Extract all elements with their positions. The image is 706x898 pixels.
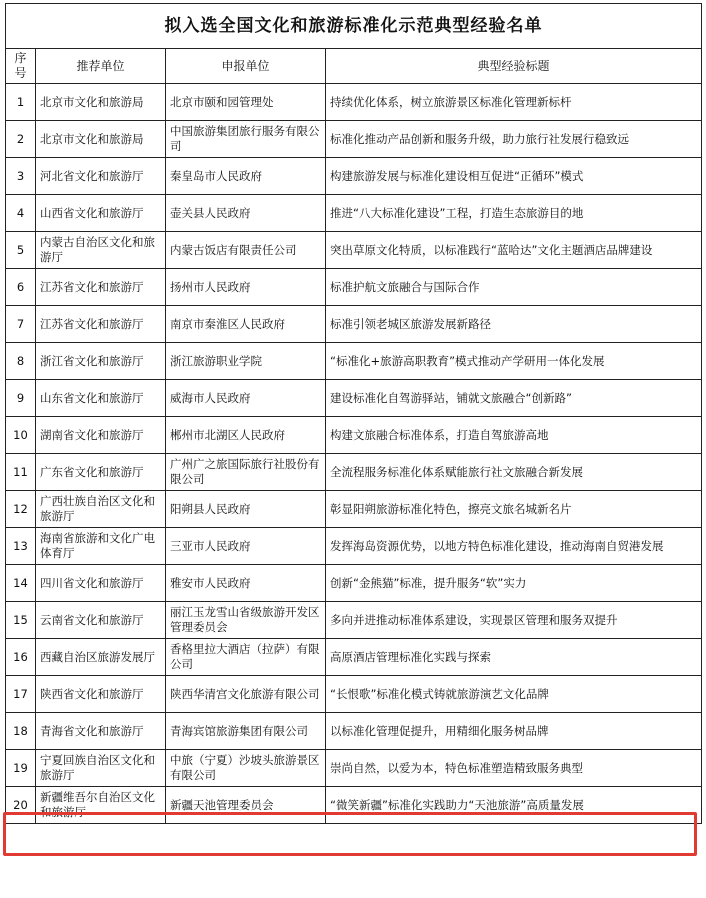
table-row	[6, 417, 702, 454]
cell-recommender: 云南省文化和旅游厅	[36, 602, 166, 639]
cell-seq: 7	[6, 306, 36, 343]
cell-seq: 11	[6, 454, 36, 491]
cell-applicant: 北京市颐和园管理处	[166, 84, 326, 121]
table-row	[6, 491, 702, 528]
cell-seq: 3	[6, 158, 36, 195]
cell-applicant: 三亚市人民政府	[166, 528, 326, 565]
cell-experience-title: 持续优化体系，树立旅游景区标准化管理新标杆	[326, 84, 702, 121]
cell-applicant: 中国旅游集团旅行服务有限公司	[166, 121, 326, 158]
cell-applicant: 新疆天池管理委员会	[166, 787, 326, 824]
cell-seq: 4	[6, 195, 36, 232]
cell-applicant: 扬州市人民政府	[166, 269, 326, 306]
cell-experience-title: 崇尚自然，以爱为本，特色标准塑造精致服务典型	[326, 750, 702, 787]
cell-seq: 2	[6, 121, 36, 158]
table-row	[6, 195, 702, 232]
cell-recommender: 北京市文化和旅游局	[36, 121, 166, 158]
cell-applicant: 广州广之旅国际旅行社股份有限公司	[166, 454, 326, 491]
cell-recommender: 广东省文化和旅游厅	[36, 454, 166, 491]
table-body	[6, 84, 702, 824]
table-row	[6, 565, 702, 602]
cell-recommender: 山东省文化和旅游厅	[36, 380, 166, 417]
cell-seq: 19	[6, 750, 36, 787]
cell-recommender: 西藏自治区旅游发展厅	[36, 639, 166, 676]
cell-applicant: 郴州市北湖区人民政府	[166, 417, 326, 454]
cell-experience-title: “标准化+旅游高职教育”模式推动产学研用一体化发展	[326, 343, 702, 380]
cell-seq: 13	[6, 528, 36, 565]
header-experience-title: 典型经验标题	[326, 49, 702, 84]
header-applicant: 申报单位	[166, 49, 326, 84]
exemplar-list-table	[5, 3, 702, 824]
cell-seq: 5	[6, 232, 36, 269]
cell-recommender: 江苏省文化和旅游厅	[36, 269, 166, 306]
cell-recommender: 江苏省文化和旅游厅	[36, 306, 166, 343]
cell-recommender: 新疆维吾尔自治区文化和旅游厅	[36, 787, 166, 824]
cell-experience-title: 建设标准化自驾游驿站，铺就文旅融合“创新路”	[326, 380, 702, 417]
cell-applicant: 壶关县人民政府	[166, 195, 326, 232]
cell-applicant: 丽江玉龙雪山省级旅游开发区管理委员会	[166, 602, 326, 639]
cell-seq: 10	[6, 417, 36, 454]
table-row	[6, 639, 702, 676]
table-row	[6, 232, 702, 269]
cell-seq: 17	[6, 676, 36, 713]
table-row	[6, 84, 702, 121]
cell-seq: 20	[6, 787, 36, 824]
cell-seq: 18	[6, 713, 36, 750]
cell-experience-title: 高原酒店管理标准化实践与探索	[326, 639, 702, 676]
cell-experience-title: 突出草原文化特质，以标准践行“蓝哈达”文化主题酒店品牌建设	[326, 232, 702, 269]
cell-experience-title: 构建文旅融合标准体系，打造自驾旅游高地	[326, 417, 702, 454]
cell-recommender: 浙江省文化和旅游厅	[36, 343, 166, 380]
cell-recommender: 内蒙古自治区文化和旅游厅	[36, 232, 166, 269]
cell-experience-title: 多向并进推动标准体系建设，实现景区管理和服务双提升	[326, 602, 702, 639]
cell-recommender: 青海省文化和旅游厅	[36, 713, 166, 750]
cell-seq: 14	[6, 565, 36, 602]
table-row	[6, 528, 702, 565]
header-recommender: 推荐单位	[36, 49, 166, 84]
cell-applicant: 雅安市人民政府	[166, 565, 326, 602]
cell-recommender: 宁夏回族自治区文化和旅游厅	[36, 750, 166, 787]
table-row	[6, 787, 702, 824]
cell-seq: 16	[6, 639, 36, 676]
cell-applicant: 威海市人民政府	[166, 380, 326, 417]
table-row	[6, 713, 702, 750]
cell-experience-title: 以标准化管理促提升，用精细化服务树品牌	[326, 713, 702, 750]
cell-applicant: 内蒙古饭店有限责任公司	[166, 232, 326, 269]
table-row	[6, 269, 702, 306]
table-row	[6, 306, 702, 343]
cell-experience-title: 创新“金熊猫”标准，提升服务“软”实力	[326, 565, 702, 602]
table-row	[6, 750, 702, 787]
cell-applicant: 香格里拉大酒店（拉萨）有限公司	[166, 639, 326, 676]
cell-experience-title: “微笑新疆”标准化实践助力“天池旅游”高质量发展	[326, 787, 702, 824]
cell-applicant: 青海宾馆旅游集团有限公司	[166, 713, 326, 750]
header-seq: 序号	[6, 49, 36, 84]
cell-applicant: 中旅（宁夏）沙坡头旅游景区有限公司	[166, 750, 326, 787]
table-row	[6, 380, 702, 417]
cell-recommender: 北京市文化和旅游局	[36, 84, 166, 121]
cell-experience-title: “长恨歌”标准化模式铸就旅游演艺文化品牌	[326, 676, 702, 713]
cell-recommender: 陕西省文化和旅游厅	[36, 676, 166, 713]
table-row	[6, 343, 702, 380]
cell-recommender: 河北省文化和旅游厅	[36, 158, 166, 195]
cell-recommender: 四川省文化和旅游厅	[36, 565, 166, 602]
cell-seq: 15	[6, 602, 36, 639]
cell-applicant: 浙江旅游职业学院	[166, 343, 326, 380]
cell-seq: 9	[6, 380, 36, 417]
cell-recommender: 湖南省文化和旅游厅	[36, 417, 166, 454]
cell-applicant: 南京市秦淮区人民政府	[166, 306, 326, 343]
table-row	[6, 602, 702, 639]
cell-seq: 1	[6, 84, 36, 121]
table-row	[6, 454, 702, 491]
cell-experience-title: 彰显阳朔旅游标准化特色，擦亮文旅名城新名片	[326, 491, 702, 528]
cell-experience-title: 标准引领老城区旅游发展新路径	[326, 306, 702, 343]
cell-seq: 8	[6, 343, 36, 380]
cell-experience-title: 发挥海岛资源优势，以地方特色标准化建设，推动海南自贸港发展	[326, 528, 702, 565]
table-title: 拟入选全国文化和旅游标准化示范典型经验名单	[6, 4, 702, 49]
cell-experience-title: 标准化推动产品创新和服务升级，助力旅行社发展行稳致远	[326, 121, 702, 158]
table-row	[6, 676, 702, 713]
table-row	[6, 121, 702, 158]
cell-applicant: 秦皇岛市人民政府	[166, 158, 326, 195]
cell-experience-title: 全流程服务标准化体系赋能旅行社文旅融合新发展	[326, 454, 702, 491]
cell-seq: 6	[6, 269, 36, 306]
table-row	[6, 158, 702, 195]
cell-recommender: 广西壮族自治区文化和旅游厅	[36, 491, 166, 528]
cell-experience-title: 构建旅游发展与标准化建设相互促进“正循环”模式	[326, 158, 702, 195]
cell-experience-title: 推进“八大标准化建设”工程，打造生态旅游目的地	[326, 195, 702, 232]
cell-recommender: 山西省文化和旅游厅	[36, 195, 166, 232]
cell-recommender: 海南省旅游和文化广电体育厅	[36, 528, 166, 565]
cell-applicant: 阳朔县人民政府	[166, 491, 326, 528]
cell-applicant: 陕西华清宫文化旅游有限公司	[166, 676, 326, 713]
cell-experience-title: 标准护航文旅融合与国际合作	[326, 269, 702, 306]
cell-seq: 12	[6, 491, 36, 528]
